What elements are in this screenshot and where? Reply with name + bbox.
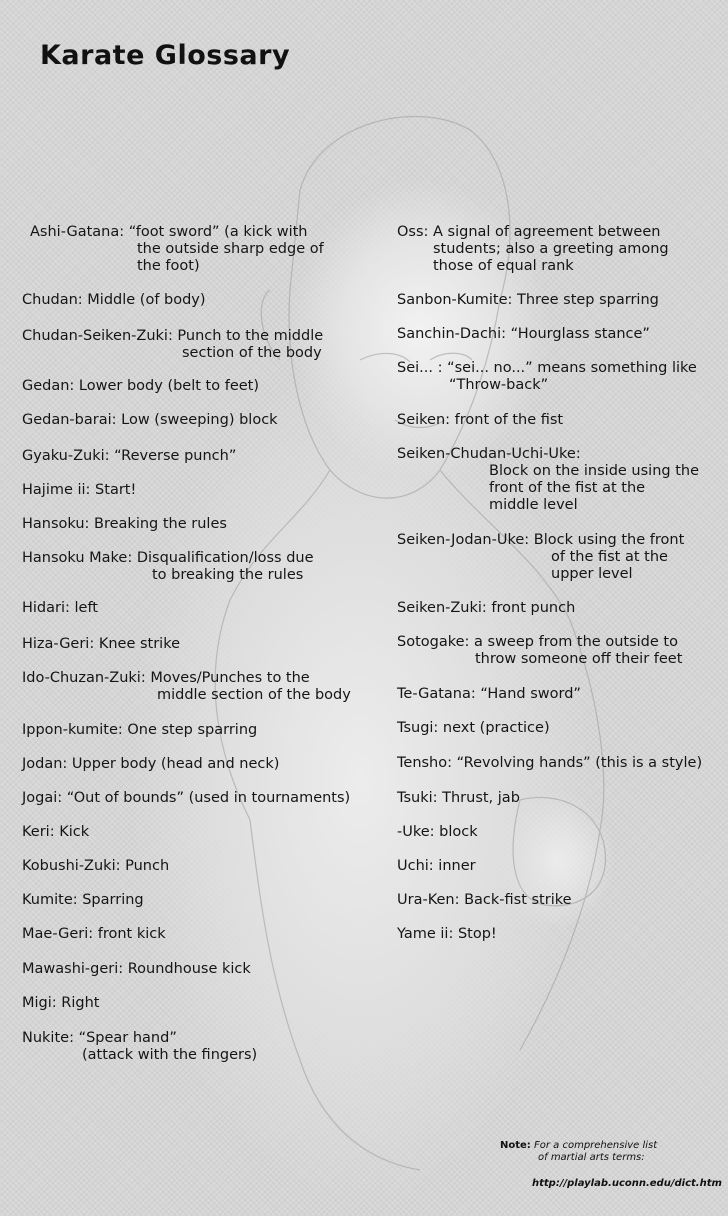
entry-line: Hidari: left: [22, 600, 98, 616]
glossary-entry-sanbon-kumite: [397, 292, 659, 309]
glossary-entry-hiza-geri: [22, 636, 180, 653]
glossary-entry-keri: [22, 824, 89, 841]
entry-line: (attack with the fingers): [82, 1047, 258, 1063]
page-title: Karate Glossary: [40, 40, 291, 71]
glossary-entry-ippon-kumite: [22, 722, 257, 739]
glossary-entry-tensho: [397, 755, 702, 772]
glossary-entry-uchi: [397, 858, 476, 875]
entry-line: Hiza-Geri: Knee strike: [22, 636, 181, 652]
entry-line: the outside sharp edge of: [137, 241, 324, 257]
entry-line: Jodan: Upper body (head and neck): [22, 756, 280, 772]
entry-line: Tsuki: Thrust, jab: [397, 790, 520, 806]
entry-line: Seiken: front of the fist: [397, 412, 564, 428]
glossary-entry-mawashi-geri: [22, 961, 251, 978]
dictionary-link[interactable]: http://playlab.uconn.edu/dict.htm: [532, 1178, 722, 1189]
entry-line: students; also a greeting among: [433, 241, 669, 257]
entry-line: Mawashi-geri: Roundhouse kick: [22, 961, 251, 977]
entry-line: Hajime ii: Start!: [22, 482, 137, 498]
entry-line: Chudan: Middle (of body): [22, 292, 206, 308]
entry-line: Block on the inside using the: [489, 463, 700, 479]
glossary-entry-hansoku: [22, 516, 227, 533]
glossary-entry-kobushi-zuki: [22, 858, 169, 875]
note-line: For a comprehensive list: [534, 1140, 658, 1151]
entry-line: Chudan-Seiken-Zuki: Punch to the middle: [22, 328, 324, 344]
entry-line: the foot): [137, 258, 200, 274]
entry-line: throw someone off their feet: [475, 651, 683, 667]
entry-line: Sei... : “sei... no...” means something like: [397, 360, 697, 376]
glossary-entry-sei: [397, 360, 697, 394]
entry-line: Gyaku-Zuki: “Reverse punch”: [22, 448, 237, 464]
entry-line: Tensho: “Revolving hands” (this is a style): [397, 755, 703, 771]
glossary-entry-gedan: [22, 378, 259, 395]
entry-line: Kumite: Sparring: [22, 892, 144, 908]
entry-line: Keri: Kick: [22, 824, 90, 840]
entry-line: Oss: A signal of agreement between: [397, 224, 661, 240]
entry-line: Tsugi: next (practice): [397, 720, 550, 736]
entry-line: Uchi: inner: [397, 858, 476, 874]
glossary-entry-uke: [397, 824, 478, 841]
glossary-entry-sotogake: [397, 634, 682, 668]
entry-line: section of the body: [182, 345, 322, 361]
glossary-entry-sanchin-dachi: [397, 326, 650, 343]
footnote: [500, 1140, 657, 1164]
entry-line: of the fist at the: [551, 549, 668, 565]
glossary-entry-gyaku-zuki: [22, 448, 236, 465]
entry-line: Jogai: “Out of bounds” (used in tournaments): [22, 790, 351, 806]
glossary-entry-ashi-gatana: [30, 224, 324, 275]
glossary-entry-chudan: [22, 292, 206, 309]
glossary-entry-ura-ken: [397, 892, 572, 909]
entry-line: Mae-Geri: front kick: [22, 926, 166, 942]
entry-line: Ashi-Gatana: “foot sword” (a kick with: [30, 224, 308, 240]
entry-line: Migi: Right: [22, 995, 100, 1011]
glossary-entry-tsugi: [397, 720, 550, 737]
entry-line: upper level: [551, 566, 633, 582]
glossary-entry-yame-ii: [397, 926, 497, 943]
glossary-entry-ido-chuzan-zuki: [22, 670, 351, 704]
entry-line: Hansoku: Breaking the rules: [22, 516, 227, 532]
entry-line: Sanbon-Kumite: Three step sparring: [397, 292, 659, 308]
glossary-entry-jodan: [22, 756, 279, 773]
glossary-entry-hansoku-make: [22, 550, 314, 584]
glossary-entry-seiken-jodan-uke: [397, 532, 684, 583]
entry-line: Yame ii: Stop!: [397, 926, 497, 942]
entry-line: -Uke: block: [397, 824, 478, 840]
entry-line: Seiken-Jodan-Uke: Block using the front: [397, 532, 685, 548]
note-line: of martial arts terms:: [538, 1152, 645, 1163]
glossary-entry-migi: [22, 995, 99, 1012]
entry-line: Ido-Chuzan-Zuki: Moves/Punches to the: [22, 670, 310, 686]
glossary-entry-hajime-ii: [22, 482, 136, 499]
glossary-entry-jogai: [22, 790, 350, 807]
glossary-entry-nukite: [22, 1030, 257, 1064]
entry-line: middle level: [489, 497, 578, 513]
entry-line: Te-Gatana: “Hand sword”: [397, 686, 581, 702]
entry-line: Gedan: Lower body (belt to feet): [22, 378, 260, 394]
entry-line: Nukite: “Spear hand”: [22, 1030, 177, 1046]
entry-line: Kobushi-Zuki: Punch: [22, 858, 170, 874]
glossary-entry-gedan-barai: [22, 412, 278, 429]
entry-line: to breaking the rules: [152, 567, 304, 583]
entry-line: Ippon-kumite: One step sparring: [22, 722, 258, 738]
note-label: Note:: [500, 1140, 531, 1151]
entry-line: Ura-Ken: Back-fist strike: [397, 892, 572, 908]
glossary-entry-kumite: [22, 892, 144, 909]
entry-line: Seiken-Chudan-Uchi-Uke:: [397, 446, 581, 462]
glossary-entry-chudan-seiken-zuki: [22, 328, 323, 362]
entry-line: Sanchin-Dachi: “Hourglass stance”: [397, 326, 650, 342]
entry-line: “Throw-back”: [449, 377, 549, 393]
glossary-entry-tsuki: [397, 790, 520, 807]
glossary-entry-te-gatana: [397, 686, 581, 703]
glossary-entry-seiken-zuki: [397, 600, 575, 617]
glossary-entry-mae-geri: [22, 926, 166, 943]
entry-line: front of the fist at the: [489, 480, 646, 496]
glossary-entry-hidari: [22, 600, 98, 617]
entry-line: Seiken-Zuki: front punch: [397, 600, 576, 616]
entry-line: Hansoku Make: Disqualification/loss due: [22, 550, 314, 566]
entry-line: those of equal rank: [433, 258, 574, 274]
glossary-entry-oss: [397, 224, 669, 275]
glossary-entry-seiken-chudan-uchi-uke: [397, 446, 699, 514]
glossary-entry-seiken: [397, 412, 563, 429]
entry-line: Sotogake: a sweep from the outside to: [397, 634, 678, 650]
entry-line: Gedan-barai: Low (sweeping) block: [22, 412, 278, 428]
entry-line: middle section of the body: [157, 687, 351, 703]
